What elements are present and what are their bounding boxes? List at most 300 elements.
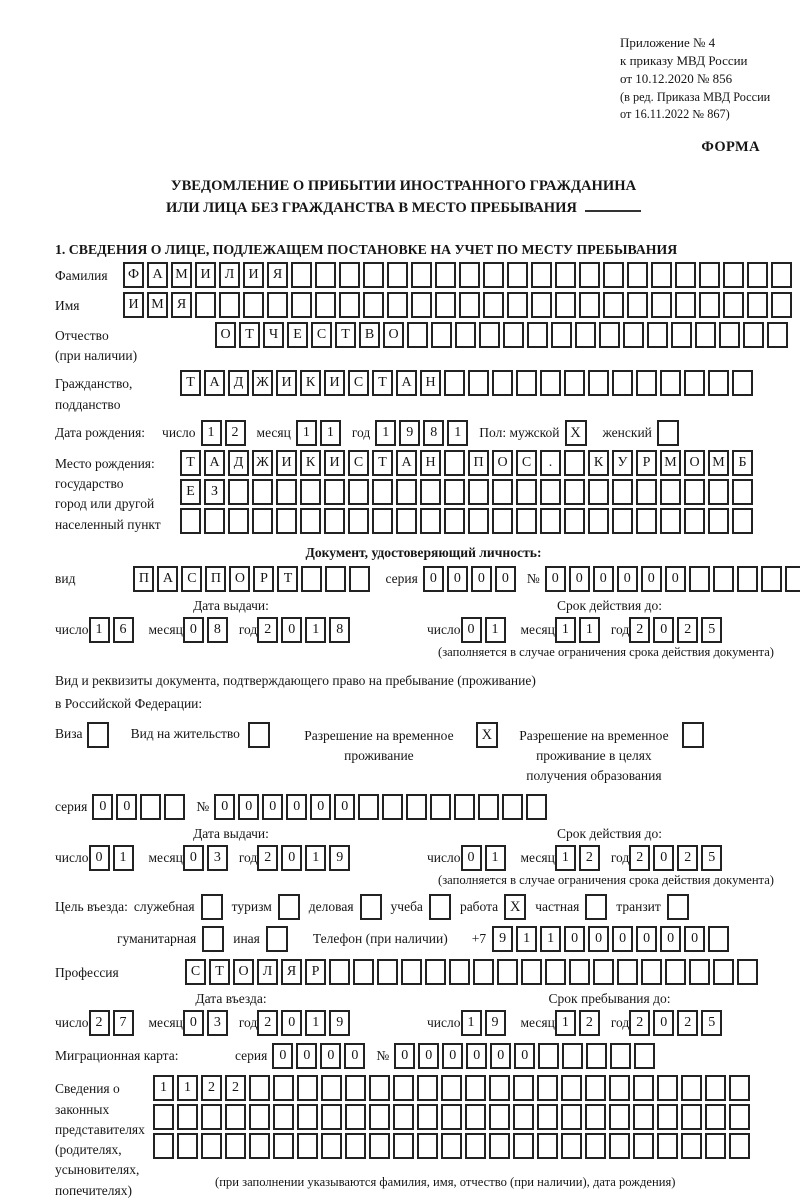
char-cell[interactable]: 1 xyxy=(447,420,468,446)
char-cell[interactable] xyxy=(767,322,788,348)
char-cell[interactable]: 0 xyxy=(653,617,674,643)
char-cell[interactable] xyxy=(708,370,729,396)
char-cell[interactable] xyxy=(489,1075,510,1101)
char-cell[interactable]: 0 xyxy=(641,566,662,592)
char-cell[interactable]: 2 xyxy=(201,1075,222,1101)
char-cell[interactable] xyxy=(348,508,369,534)
char-cell[interactable] xyxy=(588,479,609,505)
char-cell[interactable] xyxy=(771,292,792,318)
char-cell[interactable]: 2 xyxy=(579,845,600,871)
char-cell[interactable]: П xyxy=(133,566,154,592)
char-cell[interactable]: 9 xyxy=(492,926,513,952)
char-cell[interactable] xyxy=(569,959,590,985)
char-cell[interactable]: Т xyxy=(180,450,201,476)
char-cell[interactable]: 8 xyxy=(329,617,350,643)
char-cell[interactable]: 5 xyxy=(701,617,722,643)
char-cell[interactable]: Т xyxy=(372,370,393,396)
char-cell[interactable] xyxy=(729,1104,750,1130)
char-cell[interactable]: 0 xyxy=(238,794,259,820)
char-cell[interactable]: 0 xyxy=(92,794,113,820)
private-checkbox[interactable] xyxy=(585,894,607,920)
char-cell[interactable] xyxy=(761,566,782,592)
char-cell[interactable]: 0 xyxy=(116,794,137,820)
transit-checkbox[interactable] xyxy=(667,894,689,920)
char-cell[interactable] xyxy=(699,262,720,288)
char-cell[interactable] xyxy=(585,1104,606,1130)
char-cell[interactable] xyxy=(140,794,161,820)
char-cell[interactable] xyxy=(225,1104,246,1130)
char-cell[interactable]: К xyxy=(300,370,321,396)
char-cell[interactable]: 0 xyxy=(320,1043,341,1069)
char-cell[interactable] xyxy=(647,322,668,348)
char-cell[interactable]: Т xyxy=(239,322,260,348)
char-cell[interactable] xyxy=(459,262,480,288)
char-cell[interactable] xyxy=(660,479,681,505)
char-cell[interactable] xyxy=(444,479,465,505)
char-cell[interactable]: 0 xyxy=(281,617,302,643)
char-cell[interactable]: 2 xyxy=(257,1010,278,1036)
char-cell[interactable]: Ж xyxy=(252,450,273,476)
official-checkbox[interactable] xyxy=(201,894,223,920)
char-cell[interactable]: 0 xyxy=(89,845,110,871)
char-cell[interactable]: 0 xyxy=(214,794,235,820)
char-cell[interactable]: 0 xyxy=(588,926,609,952)
char-cell[interactable]: 0 xyxy=(569,566,590,592)
char-cell[interactable] xyxy=(435,262,456,288)
char-cell[interactable] xyxy=(273,1104,294,1130)
char-cell[interactable]: 1 xyxy=(555,617,576,643)
char-cell[interactable] xyxy=(300,508,321,534)
char-cell[interactable] xyxy=(521,959,542,985)
char-cell[interactable] xyxy=(420,508,441,534)
char-cell[interactable]: А xyxy=(147,262,168,288)
char-cell[interactable] xyxy=(636,508,657,534)
char-cell[interactable] xyxy=(732,508,753,534)
char-cell[interactable] xyxy=(526,794,547,820)
char-cell[interactable] xyxy=(695,322,716,348)
char-cell[interactable]: П xyxy=(205,566,226,592)
char-cell[interactable] xyxy=(420,479,441,505)
char-cell[interactable] xyxy=(633,1104,654,1130)
char-cell[interactable] xyxy=(479,322,500,348)
char-cell[interactable] xyxy=(729,1075,750,1101)
char-cell[interactable]: 0 xyxy=(471,566,492,592)
char-cell[interactable]: Ф xyxy=(123,262,144,288)
char-cell[interactable]: 1 xyxy=(485,617,506,643)
residence-permit-checkbox[interactable] xyxy=(248,722,270,748)
char-cell[interactable]: 0 xyxy=(310,794,331,820)
char-cell[interactable] xyxy=(599,322,620,348)
char-cell[interactable]: 0 xyxy=(418,1043,439,1069)
char-cell[interactable] xyxy=(297,1104,318,1130)
char-cell[interactable] xyxy=(585,1133,606,1159)
char-cell[interactable] xyxy=(531,292,552,318)
char-cell[interactable]: 0 xyxy=(262,794,283,820)
temp-residence-checkbox[interactable]: X xyxy=(476,722,498,748)
char-cell[interactable]: Н xyxy=(420,450,441,476)
char-cell[interactable]: . xyxy=(540,450,561,476)
char-cell[interactable] xyxy=(657,1133,678,1159)
char-cell[interactable]: 0 xyxy=(653,1010,674,1036)
char-cell[interactable]: 0 xyxy=(286,794,307,820)
char-cell[interactable] xyxy=(372,479,393,505)
char-cell[interactable]: 3 xyxy=(207,1010,228,1036)
char-cell[interactable] xyxy=(369,1075,390,1101)
char-cell[interactable] xyxy=(538,1043,559,1069)
char-cell[interactable] xyxy=(636,370,657,396)
char-cell[interactable] xyxy=(671,322,692,348)
char-cell[interactable] xyxy=(555,292,576,318)
char-cell[interactable] xyxy=(297,1075,318,1101)
char-cell[interactable] xyxy=(454,794,475,820)
char-cell[interactable]: 0 xyxy=(514,1043,535,1069)
char-cell[interactable]: 0 xyxy=(636,926,657,952)
char-cell[interactable] xyxy=(531,262,552,288)
char-cell[interactable] xyxy=(564,450,585,476)
char-cell[interactable]: Я xyxy=(281,959,302,985)
char-cell[interactable]: 1 xyxy=(177,1075,198,1101)
char-cell[interactable]: И xyxy=(123,292,144,318)
char-cell[interactable]: 5 xyxy=(701,845,722,871)
char-cell[interactable] xyxy=(713,959,734,985)
char-cell[interactable]: У xyxy=(612,450,633,476)
char-cell[interactable]: 1 xyxy=(153,1075,174,1101)
char-cell[interactable]: Б xyxy=(732,450,753,476)
char-cell[interactable] xyxy=(729,1133,750,1159)
char-cell[interactable] xyxy=(369,1104,390,1130)
char-cell[interactable]: К xyxy=(300,450,321,476)
char-cell[interactable] xyxy=(444,370,465,396)
char-cell[interactable] xyxy=(588,508,609,534)
char-cell[interactable] xyxy=(503,322,524,348)
char-cell[interactable]: 0 xyxy=(423,566,444,592)
char-cell[interactable]: 1 xyxy=(485,845,506,871)
char-cell[interactable]: П xyxy=(468,450,489,476)
char-cell[interactable]: А xyxy=(204,450,225,476)
char-cell[interactable]: 2 xyxy=(579,1010,600,1036)
char-cell[interactable] xyxy=(585,1075,606,1101)
char-cell[interactable] xyxy=(513,1104,534,1130)
char-cell[interactable] xyxy=(387,292,408,318)
char-cell[interactable] xyxy=(555,262,576,288)
char-cell[interactable] xyxy=(407,322,428,348)
char-cell[interactable]: Л xyxy=(219,262,240,288)
char-cell[interactable]: Я xyxy=(267,262,288,288)
char-cell[interactable] xyxy=(195,292,216,318)
char-cell[interactable] xyxy=(612,479,633,505)
char-cell[interactable]: С xyxy=(181,566,202,592)
char-cell[interactable]: 9 xyxy=(485,1010,506,1036)
char-cell[interactable] xyxy=(737,959,758,985)
char-cell[interactable]: 0 xyxy=(665,566,686,592)
char-cell[interactable]: Л xyxy=(257,959,278,985)
char-cell[interactable] xyxy=(732,479,753,505)
char-cell[interactable]: С xyxy=(516,450,537,476)
char-cell[interactable] xyxy=(657,1075,678,1101)
char-cell[interactable] xyxy=(369,1133,390,1159)
char-cell[interactable]: 2 xyxy=(257,617,278,643)
temp-residence-education-checkbox[interactable] xyxy=(682,722,704,748)
char-cell[interactable] xyxy=(291,262,312,288)
char-cell[interactable] xyxy=(561,1104,582,1130)
char-cell[interactable] xyxy=(372,508,393,534)
char-cell[interactable]: 0 xyxy=(593,566,614,592)
char-cell[interactable] xyxy=(492,370,513,396)
char-cell[interactable] xyxy=(516,370,537,396)
char-cell[interactable] xyxy=(441,1075,462,1101)
char-cell[interactable] xyxy=(411,262,432,288)
char-cell[interactable]: 0 xyxy=(296,1043,317,1069)
char-cell[interactable]: А xyxy=(396,370,417,396)
char-cell[interactable]: С xyxy=(348,370,369,396)
char-cell[interactable] xyxy=(564,508,585,534)
char-cell[interactable]: 0 xyxy=(684,926,705,952)
char-cell[interactable] xyxy=(785,566,800,592)
char-cell[interactable]: 0 xyxy=(495,566,516,592)
char-cell[interactable] xyxy=(502,794,523,820)
char-cell[interactable] xyxy=(633,1075,654,1101)
char-cell[interactable]: 0 xyxy=(334,794,355,820)
char-cell[interactable] xyxy=(564,370,585,396)
char-cell[interactable]: Т xyxy=(277,566,298,592)
char-cell[interactable] xyxy=(747,262,768,288)
char-cell[interactable] xyxy=(425,959,446,985)
char-cell[interactable]: О xyxy=(215,322,236,348)
char-cell[interactable] xyxy=(705,1104,726,1130)
char-cell[interactable]: 1 xyxy=(305,1010,326,1036)
char-cell[interactable] xyxy=(651,292,672,318)
char-cell[interactable] xyxy=(713,566,734,592)
char-cell[interactable] xyxy=(641,959,662,985)
char-cell[interactable] xyxy=(417,1075,438,1101)
char-cell[interactable] xyxy=(689,959,710,985)
char-cell[interactable]: Я xyxy=(171,292,192,318)
char-cell[interactable] xyxy=(321,1104,342,1130)
char-cell[interactable] xyxy=(468,479,489,505)
char-cell[interactable] xyxy=(406,794,427,820)
char-cell[interactable]: А xyxy=(157,566,178,592)
char-cell[interactable]: 1 xyxy=(555,1010,576,1036)
char-cell[interactable] xyxy=(507,292,528,318)
char-cell[interactable] xyxy=(411,292,432,318)
char-cell[interactable] xyxy=(593,959,614,985)
char-cell[interactable] xyxy=(363,262,384,288)
char-cell[interactable] xyxy=(465,1104,486,1130)
char-cell[interactable]: 0 xyxy=(461,845,482,871)
char-cell[interactable] xyxy=(444,508,465,534)
char-cell[interactable]: 0 xyxy=(183,617,204,643)
char-cell[interactable] xyxy=(204,508,225,534)
char-cell[interactable]: Т xyxy=(335,322,356,348)
char-cell[interactable] xyxy=(324,508,345,534)
char-cell[interactable]: М xyxy=(171,262,192,288)
char-cell[interactable] xyxy=(339,292,360,318)
char-cell[interactable]: И xyxy=(324,450,345,476)
char-cell[interactable] xyxy=(771,262,792,288)
char-cell[interactable] xyxy=(609,1133,630,1159)
char-cell[interactable] xyxy=(444,450,465,476)
char-cell[interactable]: 9 xyxy=(329,845,350,871)
char-cell[interactable] xyxy=(430,794,451,820)
char-cell[interactable]: 1 xyxy=(516,926,537,952)
char-cell[interactable]: А xyxy=(396,450,417,476)
char-cell[interactable]: О xyxy=(383,322,404,348)
char-cell[interactable] xyxy=(468,370,489,396)
char-cell[interactable]: 2 xyxy=(629,617,650,643)
char-cell[interactable] xyxy=(708,479,729,505)
char-cell[interactable]: И xyxy=(195,262,216,288)
char-cell[interactable] xyxy=(507,262,528,288)
study-checkbox[interactable] xyxy=(429,894,451,920)
char-cell[interactable] xyxy=(743,322,764,348)
char-cell[interactable] xyxy=(612,508,633,534)
char-cell[interactable] xyxy=(651,262,672,288)
char-cell[interactable]: И xyxy=(324,370,345,396)
char-cell[interactable]: 2 xyxy=(677,617,698,643)
char-cell[interactable]: Р xyxy=(636,450,657,476)
char-cell[interactable] xyxy=(723,292,744,318)
char-cell[interactable]: 0 xyxy=(281,1010,302,1036)
char-cell[interactable]: 0 xyxy=(617,566,638,592)
char-cell[interactable]: 1 xyxy=(461,1010,482,1036)
char-cell[interactable] xyxy=(747,292,768,318)
char-cell[interactable]: О xyxy=(229,566,250,592)
char-cell[interactable]: 1 xyxy=(579,617,600,643)
char-cell[interactable]: 1 xyxy=(113,845,134,871)
char-cell[interactable]: 2 xyxy=(629,845,650,871)
char-cell[interactable] xyxy=(489,1104,510,1130)
char-cell[interactable]: Д xyxy=(228,450,249,476)
char-cell[interactable] xyxy=(345,1104,366,1130)
tourism-checkbox[interactable] xyxy=(278,894,300,920)
char-cell[interactable]: 0 xyxy=(183,1010,204,1036)
char-cell[interactable] xyxy=(665,959,686,985)
char-cell[interactable] xyxy=(252,479,273,505)
char-cell[interactable] xyxy=(465,1075,486,1101)
char-cell[interactable] xyxy=(617,959,638,985)
humanitarian-checkbox[interactable] xyxy=(202,926,224,952)
sex-female-checkbox[interactable] xyxy=(657,420,679,446)
char-cell[interactable] xyxy=(527,322,548,348)
char-cell[interactable] xyxy=(324,479,345,505)
char-cell[interactable] xyxy=(363,292,384,318)
char-cell[interactable]: М xyxy=(660,450,681,476)
char-cell[interactable]: 0 xyxy=(281,845,302,871)
char-cell[interactable] xyxy=(349,566,370,592)
char-cell[interactable] xyxy=(586,1043,607,1069)
char-cell[interactable] xyxy=(737,566,758,592)
char-cell[interactable]: И xyxy=(243,262,264,288)
char-cell[interactable] xyxy=(705,1075,726,1101)
char-cell[interactable]: М xyxy=(708,450,729,476)
char-cell[interactable]: В xyxy=(359,322,380,348)
char-cell[interactable]: Н xyxy=(420,370,441,396)
char-cell[interactable] xyxy=(551,322,572,348)
char-cell[interactable]: 0 xyxy=(344,1043,365,1069)
char-cell[interactable] xyxy=(459,292,480,318)
char-cell[interactable]: Д xyxy=(228,370,249,396)
char-cell[interactable] xyxy=(681,1104,702,1130)
char-cell[interactable]: 9 xyxy=(399,420,420,446)
char-cell[interactable] xyxy=(723,262,744,288)
char-cell[interactable] xyxy=(297,1133,318,1159)
char-cell[interactable] xyxy=(540,508,561,534)
char-cell[interactable]: Е xyxy=(180,479,201,505)
char-cell[interactable] xyxy=(276,508,297,534)
char-cell[interactable] xyxy=(537,1133,558,1159)
char-cell[interactable] xyxy=(705,1133,726,1159)
char-cell[interactable] xyxy=(377,959,398,985)
char-cell[interactable] xyxy=(610,1043,631,1069)
char-cell[interactable] xyxy=(689,566,710,592)
char-cell[interactable]: 0 xyxy=(272,1043,293,1069)
char-cell[interactable] xyxy=(153,1104,174,1130)
char-cell[interactable] xyxy=(348,479,369,505)
char-cell[interactable] xyxy=(252,508,273,534)
char-cell[interactable] xyxy=(623,322,644,348)
char-cell[interactable] xyxy=(627,262,648,288)
char-cell[interactable] xyxy=(465,1133,486,1159)
char-cell[interactable]: 0 xyxy=(660,926,681,952)
char-cell[interactable]: 2 xyxy=(225,1075,246,1101)
char-cell[interactable] xyxy=(273,1133,294,1159)
char-cell[interactable]: 1 xyxy=(320,420,341,446)
char-cell[interactable]: И xyxy=(276,370,297,396)
char-cell[interactable] xyxy=(545,959,566,985)
char-cell[interactable]: О xyxy=(684,450,705,476)
char-cell[interactable] xyxy=(449,959,470,985)
char-cell[interactable]: 0 xyxy=(564,926,585,952)
char-cell[interactable] xyxy=(473,959,494,985)
char-cell[interactable]: Р xyxy=(253,566,274,592)
other-checkbox[interactable] xyxy=(266,926,288,952)
char-cell[interactable]: 1 xyxy=(305,617,326,643)
char-cell[interactable]: 2 xyxy=(89,1010,110,1036)
char-cell[interactable] xyxy=(468,508,489,534)
char-cell[interactable]: Р xyxy=(305,959,326,985)
char-cell[interactable] xyxy=(732,370,753,396)
char-cell[interactable] xyxy=(345,1133,366,1159)
char-cell[interactable]: 3 xyxy=(207,845,228,871)
char-cell[interactable]: 0 xyxy=(183,845,204,871)
char-cell[interactable]: 1 xyxy=(555,845,576,871)
char-cell[interactable] xyxy=(177,1133,198,1159)
char-cell[interactable] xyxy=(228,508,249,534)
char-cell[interactable] xyxy=(393,1133,414,1159)
char-cell[interactable] xyxy=(540,479,561,505)
char-cell[interactable] xyxy=(513,1075,534,1101)
char-cell[interactable] xyxy=(609,1104,630,1130)
char-cell[interactable] xyxy=(684,508,705,534)
char-cell[interactable] xyxy=(540,370,561,396)
char-cell[interactable] xyxy=(153,1133,174,1159)
char-cell[interactable] xyxy=(435,292,456,318)
char-cell[interactable] xyxy=(339,262,360,288)
char-cell[interactable] xyxy=(660,370,681,396)
char-cell[interactable] xyxy=(228,479,249,505)
char-cell[interactable] xyxy=(627,292,648,318)
char-cell[interactable] xyxy=(483,262,504,288)
char-cell[interactable] xyxy=(603,292,624,318)
char-cell[interactable] xyxy=(537,1104,558,1130)
char-cell[interactable] xyxy=(219,292,240,318)
char-cell[interactable]: О xyxy=(233,959,254,985)
char-cell[interactable] xyxy=(180,508,201,534)
char-cell[interactable] xyxy=(273,1075,294,1101)
char-cell[interactable] xyxy=(537,1075,558,1101)
char-cell[interactable]: А xyxy=(204,370,225,396)
char-cell[interactable] xyxy=(513,1133,534,1159)
